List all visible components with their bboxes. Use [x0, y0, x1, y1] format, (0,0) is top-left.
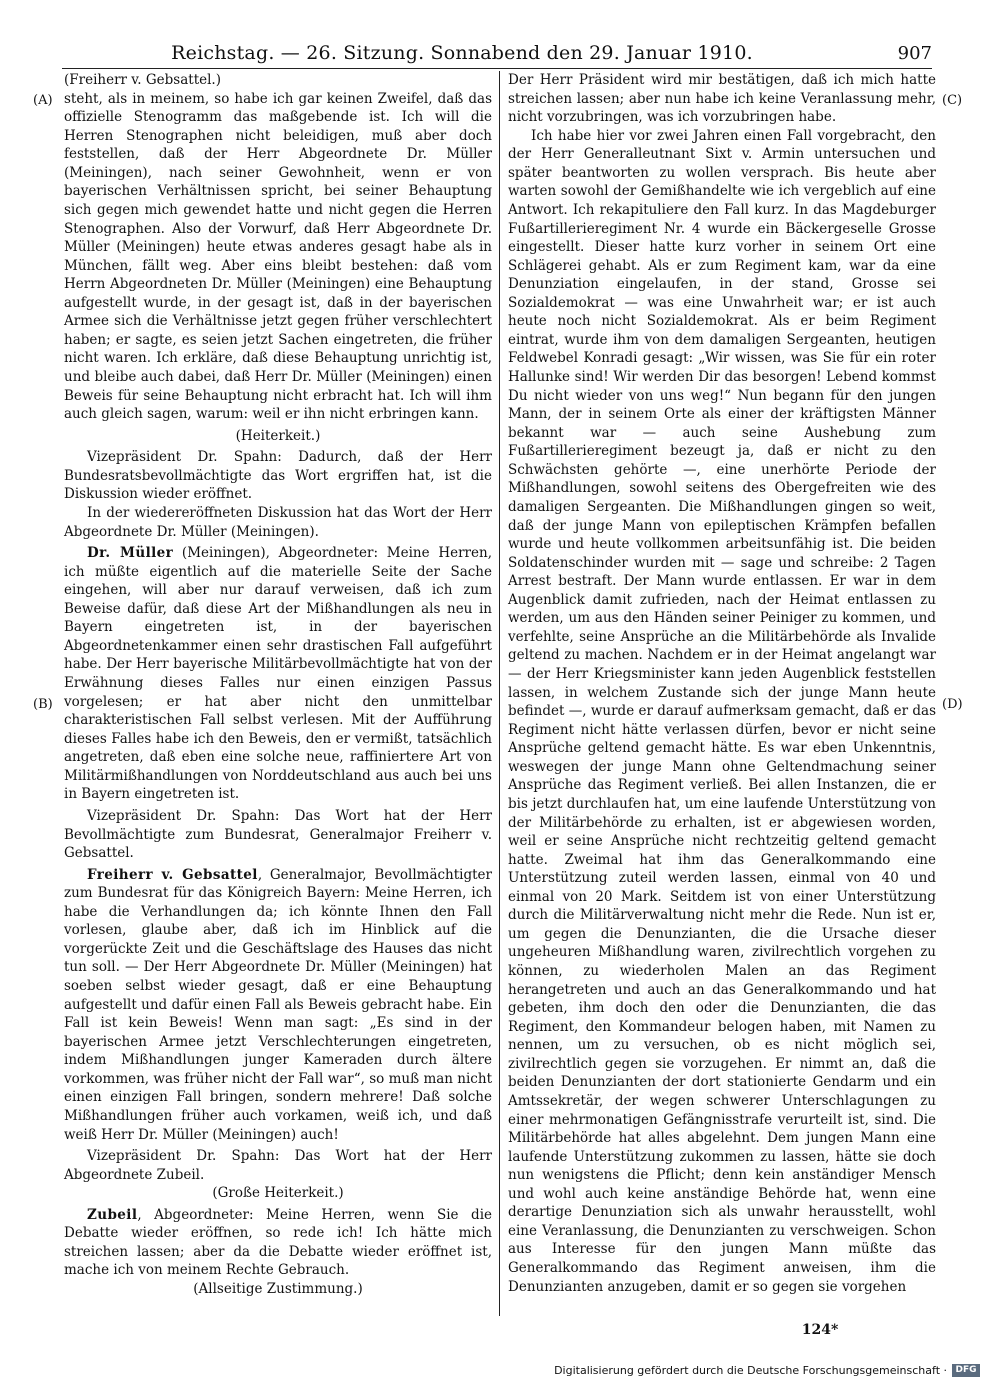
paragraph-spahn-2: In der wiedereröffneten Diskussion hat das Wort der Herr Abgeordnete Dr. Müller (Meiningen). — [64, 504, 492, 540]
speech-text-gebsattel: , Generalmajor, Bevollmächtigter zum Bundesrat für das Königreich Bayern: Meine Herren, ich habe die Verhandlungen da; ich könnte Ihnen den Fall vorlesen, glaube aber, daß ich im Hinblick auf die vorgerückte Zeit und die Geschäftslage des Hauses das nicht tun soll. — Der Herr Abgeordnete Dr. Müller (Meiningen) hat soeben selbst wieder gesagt, daß er eine Behauptung aufgestellt und dafür einen Fall als Beweis gebracht habe. Ein Fall ist kein Beweis! Wenn man sagt: „Es sind in der bayerischen Armee jetzt Verschlechterungen eingetreten, indem Mißhandlungen junger Kameraden durch ältere vorkommen, was früher nicht der Fall war“, so muß man nicht einen einzigen Fall bringen, sondern mehrere! Daß solche Mißhandlungen früher auch vorkamen, weiß ich, und daß weiß Herr Dr. Müller (Meiningen) auch! — [64, 866, 492, 1143]
speaker-name-zubeil: Zubeil — [87, 1206, 138, 1223]
paragraph-spahn-1: Vizepräsident Dr. Spahn: Dadurch, daß der Herr Bundesratsbevollmächtigte das Wort ergriffen hat, ist die Diskussion wieder eröffnet. — [64, 449, 492, 503]
running-header — [52, 38, 932, 68]
margin-marker-a: (A) — [33, 93, 53, 108]
paragraph-spahn-3: Vizepräsident Dr. Spahn: Das Wort hat der Herr Bevollmächtigte zum Bundesrat, Generalmajor Freiherr v. Gebsattel. — [64, 807, 492, 862]
stage-direction-grosse-heiterkeit: (Große Heiterkeit.) — [212, 1185, 344, 1202]
speech-text-zubeil: , Abgeordneter: Meine Herren, wenn Sie die Debatte wieder eröffnen, so rede ich! Ich hätte mich streichen lassen; aber da die Debatte wieder eröffnet ist, mache ich von meinem Rechte Gebrauch. — [64, 1206, 492, 1279]
header-rule — [62, 68, 932, 69]
speaker-continuation: (Freiherr v. Gebsattel.) — [64, 72, 221, 88]
paragraph-gebsattel-1: steht, als in meinem, so habe ich gar keinen Zweifel, daß das offizielle Stenogramm das maßgebende ist. Ich will die Herren Stenographen nicht beleidigen, muß aber doch feststellen, daß der Herr Abgeordnete Dr. Müller (Meiningen), nach seiner Gewohnheit, wenn er von bayerischen Verhältnissen spricht, bei seiner Behauptung sich gegen mich gewendet hatte und nicht gegen die Herren Stenographen. Also der Vorwurf, daß Herr Abgeordnete Dr. Müller (Meiningen) heute etwas anderes gesagt habe als in München, fällt weg. Aber eins bleibt bestehen: daß vom Herrn Abgeordneten Dr. Müller (Meiningen) eine Behauptung aufgestellt wurde, in der gesagt ist, daß in der bayerischen Armee sich die Verhältnisse jetzt gegen früher verschlechtert haben; er sagte, es seien jetzt Sachen eingetreten, die früher nicht waren. Ich erkläre, daß diese Behauptung unrichtig ist, und bleibe auch dabei, daß Herr Dr. Müller (Meiningen) einen Beweis für seine Behauptung nicht erbracht hat. Ich will ihm auch gleich sagen, warum: weil er ihn nicht erbringen kann. — [64, 90, 492, 423]
paragraph-zubeil — [64, 1206, 492, 1280]
paragraph-zubeil-cont-2: Ich habe hier vor zwei Jahren einen Fall vorgebracht, den der Herr Generalleutnant Sixt v. Armin untersuchen und später beantworten zu wollen versprach. Bis heute aber warten sowohl der Gemißhandelte wie ich vergeblich auf eine Antwort. Ich rekapituliere den Fall kurz. In das Magdeburger Fußartillerieregiment Nr. 4 wurde ein Bäckergeselle Grosse eingestellt. Dieser hatte kurz vorher in seinem Ort eine Schlägerei gehabt. Als er zum Regiment kam, war da eine Denunziation eingelaufen, in der stand, Grosse sei Sozialdemokrat — was eine Unwahrheit war; er ist auch heute noch nicht Sozialdemokrat. Als er beim Regiment eintrat, wurde ihm von dem damaligen Sergeanten, heutigen Feldwebel Konradi gesagt: „Wir wissen, was Sie für ein roter Hallunke sind! Wir werden Dir das besorgen! Lebend kommst Du nicht wieder von uns weg!“ Nun begann für den jungen Mann, der in seinem Orte als einer der kräftigsten Männer bekannt war — auch seine Aushebung zum Fußartillerieregiment bezeugt ja, daß er nicht zu den Schwächsten gehörte —, eine unerhörte Periode der Mißhandlungen, sowohl seitens des Obergefreiten wie des damaligen Sergeanten. Die Mißhandlungen gingen so weit, daß der junge Mann von epileptischen Krämpfen befallen wurde und heute vollkommen arbeitsunfähig ist. Die beiden Soldatenschinder wurden mit — sage und schreibe: 2 Tagen Arrest bestraft. Der Mann wurde entlassen. Er war in dem Augenblick damit zufrieden, nach der Heimat entlassen zu werden, um aus den Händen seiner Peiniger zu kommen, und verfehlte, seine Ansprüche an die Militärbehörde als Invalide geltend zu machen. Nachdem er in der Heimat angelangt war — der Herr Kriegsminister kann jeden Augenblick feststellen lassen, in welchem Zustande sich der junge Mann heute befindet —, wurde er darauf aufmerksam gemacht, daß er das Regiment nicht hätte verlassen dürfen, bevor er nicht seine Ansprüche geltend gemacht hätte. Es war eben Unkenntnis, weswegen der junge Mann ohne Geltendmachung seiner Ansprüche das Regiment verließ. Bei allen Instanzen, die er bis jetzt durchlaufen hat, um eine laufende Unterstützung von der Militärbehörde zu erhalten, ist er abgewiesen worden, weil er seine Ansprüche nicht rechtzeitig geltend gemacht hatte. Zweimal hat ihm das Generalkommando eine Unterstützung zuteil werden lassen, einmal von 40 und einmal von 20 Mark. Seitdem ist von einer Unterstützung durch die Militärverwaltung nicht mehr die Rede. Nun ist er, um gegen die Denunzianten, die die Ursache dieser ungeheuren Mißhandlung waren, zivilrechtlich vorgehen zu können, zu wiederholen Malen an das Regiment herangetreten und auch an das Generalkommando und hat gebeten, ihm doch den oder die Denunzianten, die das Regiment, den Kommandeur belogen haben, mit Namen zu nennen, um zu versuchen, ob es nicht möglich sei, zivilrechtlich gegen sie vorzugehen. Er nimmt an, daß die beiden Denunzianten der dort stationierte Gendarm und ein Amtssekretär, der wegen schwerer Unterschlagungen zu einer mehrmonatigen Gefängnisstrafe verurteilt ist, sind. Die Militärbehörde hat alles abgelehnt. Dem jungen Mann eine laufende Unterstützung zukommen zu lassen, hätte sie doch nun wenigstens die Pflicht; denn kein anständiger Mensch und wohl auch keine anständige Behörde hat, wenn eine derartige Denunziation sich als unwahr herausstellt, wohl eine Veranlassung, die Denunzianten zu verschweigen. Schon aus Interesse für den jungen Mann müßte das Generalkommando das Regiment anweisen, ihm die Denunzianten anzugeben, damit er so gegen sie vorgehen — [508, 127, 936, 1295]
sheet-signature: 124* — [801, 1322, 839, 1338]
speaker-name-gebsattel: Freiherr v. Gebsattel — [87, 866, 258, 883]
page-number: 907 — [897, 42, 932, 64]
stage-direction-heiterkeit: (Heiterkeit.) — [235, 427, 321, 444]
margin-marker-c: (C) — [942, 93, 963, 108]
footer-text: Digitalisierung gefördert durch die Deutsche Forschungsgemeinschaft · — [554, 1364, 947, 1377]
speaker-name-mueller: Dr. Müller — [87, 545, 174, 562]
margin-marker-b: (B) — [33, 697, 53, 712]
dfg-logo-icon: DFG — [952, 1364, 980, 1377]
digitization-footer — [554, 1364, 980, 1377]
speech-text-mueller: (Meiningen), Abgeordneter: Meine Herren, ich müßte eigentlich auf die materielle Seite der Sache eingehen, will aber nur darauf verweisen, daß ich zum Beweise dafür, daß diese Art der Mißhandlungen als neu in Bayern eingetreten ist, in der bayerischen Abgeordnetenkammer einen sehr drastischen Fall aufgeführt habe. Der Herr bayerische Militärbevollmächtigte hat von der Erwähnung dieses Falles nur einen einzigen Passus vorgelesen; er hat aber nicht den unmittelbar charakteristischen Fall selbst verlesen. Mit der Aufführung dieses Falles habe ich den Beweis, den er vermißt, tatsächlich angetreten, daß eben eine solche neue, raffiniertere Art von Militärmißhandlungen von Norddeutschland aus auch bei uns in Bayern eingetreten ist. — [64, 545, 492, 803]
stage-direction-zustimmung: (Allseitige Zustimmung.) — [193, 1281, 363, 1297]
paragraph-gebsattel-2 — [64, 866, 492, 1144]
paragraph-spahn-4: Vizepräsident Dr. Spahn: Das Wort hat der Herr Abgeordnete Zubeil. — [64, 1148, 492, 1183]
left-column — [64, 71, 492, 1299]
column-divider — [499, 71, 500, 1316]
margin-marker-d: (D) — [942, 697, 963, 712]
right-column — [508, 71, 936, 1296]
paragraph-zubeil-cont-1: Der Herr Präsident wird mir bestätigen, daß ich mich hatte streichen lassen; aber nun habe ich keine Veranlassung mehr, nicht vorzubringen, was ich vorzubringen habe. — [508, 72, 936, 126]
running-title: Reichstag. — 26. Sitzung. Sonnabend den 29. Januar 1910. — [171, 42, 753, 64]
paragraph-mueller — [64, 544, 492, 804]
